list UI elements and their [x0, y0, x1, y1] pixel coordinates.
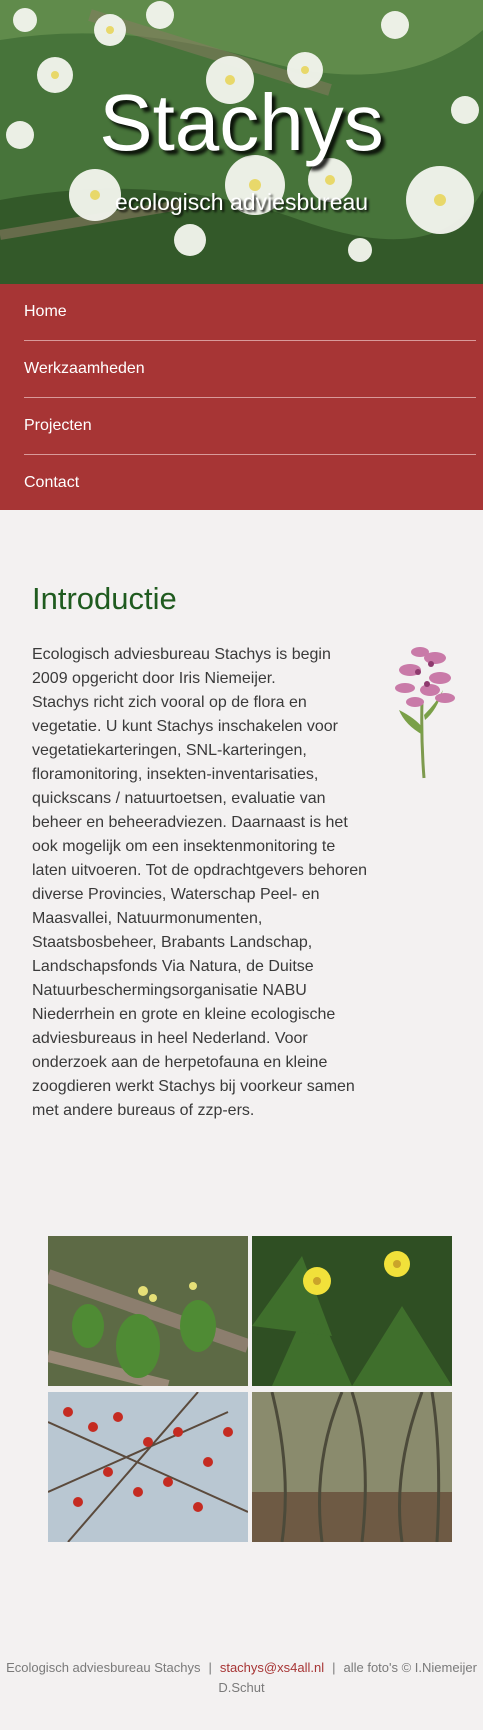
hero-banner	[0, 0, 483, 284]
corydalis-flower-illustration	[385, 640, 465, 780]
main-navigation	[0, 284, 483, 510]
intro-paragraph: Ecologisch adviesbureau Stachys is begin 2009 opgericht door Iris Niemeijer. Stachys richt zich vooral op de flora en vegetatie. U kunt Stachys inschakelen voor vegetatiekarteringen, SNL-karteringen, floramonitoring, insekten-inventarisaties, quickscans / natuurtoetsen, evaluatie van beheer en beheeradviezen. Daarnaast is het ook mogelijk om een insektenmonitoring te laten uitvoeren. Tot de opdrachtgevers behoren diverse Provincies, Waterschap Peel- en Maasvallei, Natuurmonumenten, Staatsbosbeheer, Brabants Landschap, Landschapsfonds Via Natura, de Duitse Natuurbeschermingsorganisatie NABU Niederrhein en grote en kleine ecologische adviesbureaus in heel Nederland. Voor onderzoek aan de herpetofauna en kleine zoogdieren werkt Stachys bij voorkeur samen met andere bureaus of zzp-ers.	[32, 646, 368, 1119]
nav-item-contact[interactable]: Contact	[24, 474, 80, 491]
footer-credits: alle foto's © I.Niemeijer	[343, 1660, 477, 1675]
gallery-photo-rosehips[interactable]	[48, 1392, 248, 1542]
gallery-photo-primroses[interactable]	[48, 1236, 248, 1386]
footer-separator: |	[208, 1660, 212, 1675]
footer-company: Ecologisch adviesbureau Stachys	[6, 1660, 201, 1675]
nav-item-home[interactable]: Home	[24, 284, 476, 341]
footer-credits-continued: D.Schut	[218, 1680, 265, 1695]
intro-heading: Introductie	[32, 581, 177, 616]
nav-item-werkzaamheden[interactable]: Werkzaamheden	[24, 341, 476, 398]
nav-item-projecten[interactable]: Projecten	[24, 398, 476, 455]
footer-email-link[interactable]: stachys@xs4all.nl	[219, 1660, 325, 1675]
site-subtitle: ecologisch adviesbureau	[114, 189, 369, 215]
site-title: Stachys	[99, 78, 384, 167]
gallery-photo-woodland[interactable]	[252, 1392, 452, 1542]
footer-separator: |	[332, 1660, 336, 1675]
photo-gallery	[48, 1236, 452, 1542]
gallery-photo-yellow-anemones[interactable]	[252, 1236, 452, 1386]
site-footer	[0, 1658, 483, 1698]
